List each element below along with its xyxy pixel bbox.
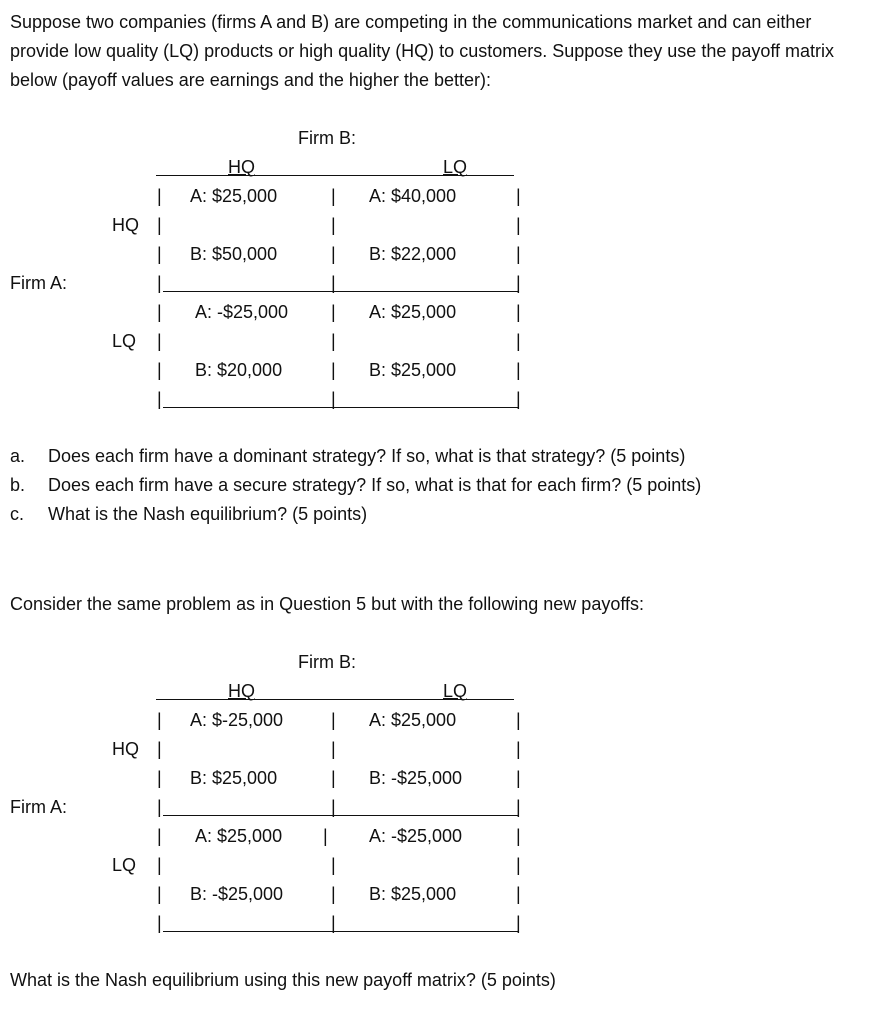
grid-bar: | — [331, 739, 336, 759]
grid-bar: | — [157, 884, 162, 904]
grid-bar: | — [157, 215, 162, 235]
grid-bar: | — [516, 739, 521, 759]
cell-hq-hq-payoff-a: A: $25,000 — [190, 186, 278, 206]
grid-bar: | — [331, 273, 336, 293]
grid-bar: | — [331, 331, 336, 351]
grid-bar: | — [331, 244, 336, 264]
question-item — [10, 503, 367, 525]
grid-bar: | — [331, 797, 336, 817]
grid-bar: | — [331, 913, 336, 933]
grid-bar: | — [157, 797, 162, 817]
cell-lq-hq-payoff-b: B: -$25,000 — [190, 884, 284, 904]
consider-paragraph: Consider the same problem as in Question 5 but with the following new payoffs: — [10, 594, 645, 614]
grid-bar: | — [157, 360, 162, 380]
grid-bar: | — [516, 244, 521, 264]
grid-bar: | — [516, 855, 521, 875]
grid-bar: | — [516, 389, 521, 409]
grid-bar: | — [157, 710, 162, 730]
grid-bar: | — [157, 331, 162, 351]
grid-bar: | — [157, 186, 162, 206]
cell-hq-lq-payoff-b: B: -$25,000 — [369, 768, 463, 788]
grid-bar: | — [157, 273, 162, 293]
cell-hq-hq-payoff-b: B: $25,000 — [190, 768, 278, 788]
grid-bar: | — [516, 913, 521, 933]
cell-hq-hq-payoff-b: B: $50,000 — [190, 244, 278, 264]
cell-lq-lq-payoff-a: A: $25,000 — [369, 302, 457, 322]
grid-bar: | — [331, 360, 336, 380]
cell-lq-lq-payoff-b: B: $25,000 — [369, 360, 457, 380]
grid-bar: | — [516, 797, 521, 817]
grid-bar: | — [331, 768, 336, 788]
cell-lq-hq-payoff-a: A: $25,000 — [195, 826, 283, 846]
firm-a-label: Firm A: — [10, 273, 67, 293]
row-header-hq: HQ — [112, 739, 139, 759]
grid-bar: | — [157, 768, 162, 788]
grid-bar: | — [516, 186, 521, 206]
grid-bar: | — [157, 739, 162, 759]
grid-bar: | — [516, 302, 521, 322]
cell-hq-lq-payoff-a: A: $25,000 — [369, 710, 457, 730]
question-text: Does each firm have a dominant strategy? If so, what is that strategy? (5 points) — [48, 446, 686, 466]
column-header-hq: HQ — [228, 157, 255, 177]
grid-bar: | — [331, 302, 336, 322]
cell-hq-lq-payoff-a: A: $40,000 — [369, 186, 457, 206]
bottom-rule — [163, 407, 519, 408]
row-header-hq: HQ — [112, 215, 139, 235]
column-header-lq: LQ — [443, 681, 468, 701]
grid-bar: | — [516, 710, 521, 730]
grid-bar: | — [516, 273, 521, 293]
question-text: Does each firm have a secure strategy? If so, what is that for each firm? (5 points) — [48, 475, 702, 495]
grid-bar: | — [157, 855, 162, 875]
grid-bar: | — [516, 884, 521, 904]
cell-lq-hq-payoff-b: B: $20,000 — [195, 360, 283, 380]
cell-lq-lq-payoff-a: A: -$25,000 — [369, 826, 463, 846]
question-letter: b. — [10, 475, 26, 495]
grid-bar: | — [331, 884, 336, 904]
final-question: What is the Nash equilibrium using this new payoff matrix? (5 points) — [10, 970, 556, 990]
grid-bar: | — [157, 244, 162, 264]
question-letter: a. — [10, 446, 26, 466]
question-letter: c. — [10, 504, 25, 524]
row-header-lq: LQ — [112, 855, 137, 875]
grid-bar: | — [157, 826, 162, 846]
grid-bar: | — [516, 768, 521, 788]
firm-b-label: Firm B: — [298, 128, 356, 148]
cell-hq-hq-payoff-a: A: $-25,000 — [190, 710, 284, 730]
cell-hq-lq-payoff-b: B: $22,000 — [369, 244, 457, 264]
intro-paragraph: Suppose two companies (firms A and B) are competing in the communications market and can either provide low quality (LQ) products or high quality (HQ) to customers. Suppose they use the payoff matrix below (payoff values are earnings and the higher the better): — [10, 12, 835, 90]
cell-lq-hq-payoff-a: A: -$25,000 — [195, 302, 289, 322]
row-header-lq: LQ — [112, 331, 137, 351]
cell-lq-lq-payoff-b: B: $25,000 — [369, 884, 457, 904]
question-item — [10, 474, 701, 496]
header-rule — [156, 175, 514, 176]
column-header-lq: LQ — [443, 157, 468, 177]
grid-bar: | — [516, 215, 521, 235]
column-header-hq: HQ — [228, 681, 255, 701]
grid-bar: | — [331, 855, 336, 875]
row-divider-rule — [163, 291, 519, 292]
grid-bar: | — [157, 913, 162, 933]
grid-bar: | — [323, 826, 328, 846]
bottom-rule — [163, 931, 519, 932]
grid-bar: | — [157, 302, 162, 322]
firm-b-label: Firm B: — [298, 652, 356, 672]
grid-bar: | — [331, 215, 336, 235]
row-divider-rule — [163, 815, 519, 816]
header-rule — [156, 699, 514, 700]
question-text: What is the Nash equilibrium? (5 points) — [48, 504, 368, 524]
grid-bar: | — [157, 389, 162, 409]
grid-bar: | — [516, 360, 521, 380]
grid-bar: | — [331, 389, 336, 409]
grid-bar: | — [516, 331, 521, 351]
question-item — [10, 445, 685, 467]
grid-bar: | — [331, 186, 336, 206]
grid-bar: | — [516, 826, 521, 846]
grid-bar: | — [331, 710, 336, 730]
firm-a-label: Firm A: — [10, 797, 67, 817]
